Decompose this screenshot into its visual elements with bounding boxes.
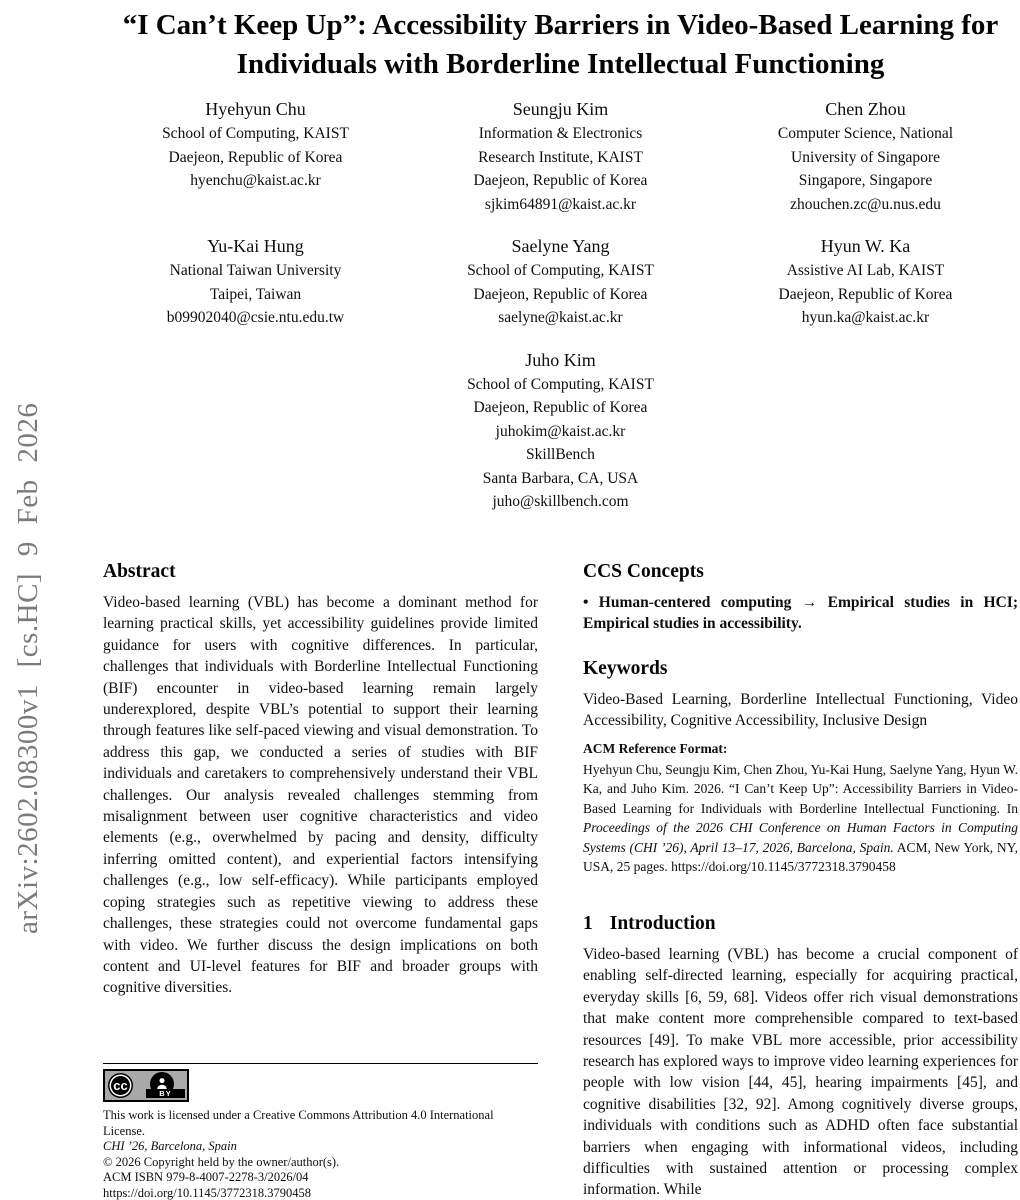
author-affiliation-line: Daejeon, Republic of Korea xyxy=(473,399,648,416)
author-email: juho@skillbench.com xyxy=(492,493,629,510)
introduction-section xyxy=(583,910,1018,1200)
author-affiliation-line: Research Institute, KAIST xyxy=(478,148,643,166)
author-affiliation-line: Santa Barbara, CA, USA xyxy=(482,469,639,487)
paper-title: “I Can’t Keep Up”: Accessibility Barriers in Video-Based Learning for Individuals with Borderline Intellectual Functioning xyxy=(122,9,999,80)
abstract-text: Video-based learning (VBL) has become a dominant method for learning practical skills, yet accessibility guidelines provide limited guidance for users with cognitive differences. In particular, challenges that individuals with Borderline Intellectual Functioning (BIF) encounter in video-based learning remain largely underexplored, despite VBL’s potential to support their learning through features like self-paced viewing and visual demonstration. To address this gap, we conducted a series of studies with BIF individuals and caretakers to comprehensively understand their VBL challenges. Our analysis revealed challenges stemming from misalignment between user cognitive characteristics and video elements (e.g., overwhelmed by pacing and density, difficulty inferring omitted content), and experiential factors intensifying challenges (e.g., low self-efficacy). While participants employed coping strategies such as repetitive viewing to address these challenges, these strategies could not overcome fundamental gaps with video. We further discuss the design implications on both content and UI-level features for BIF and broader groups with cognitive diversities. xyxy=(103,594,538,997)
author-affiliation-line: Daejeon, Republic of Korea xyxy=(473,172,648,189)
author-email: hyenchu@kaist.ac.kr xyxy=(190,172,321,189)
author-affiliation-line: Taipei, Taiwan xyxy=(209,285,302,303)
copyright-line: © 2026 Copyright held by the owner/author(s). xyxy=(103,1154,340,1169)
doi-link[interactable]: https://doi.org/10.1145/3772318.3790458 xyxy=(103,1185,311,1200)
keywords-heading: Keywords xyxy=(583,658,668,679)
license-text xyxy=(103,1108,538,1200)
author-email: zhouchen.zc@u.nus.edu xyxy=(790,195,941,213)
ccs-text: • Human-centered computing → Empirical studies in HCI; Empirical studies in accessibility. xyxy=(583,594,1018,633)
arxiv-watermark: arXiv:2602.08300v1 [cs.HC] 9 Feb 2026 xyxy=(12,402,44,934)
author-affiliation-line: School of Computing, KAIST xyxy=(467,375,654,393)
author-card xyxy=(713,233,1018,330)
author-email: juhokim@kaist.ac.kr xyxy=(495,422,626,440)
acm-reference-section xyxy=(583,741,1018,876)
acm-reference-heading: ACM Reference Format: xyxy=(583,741,728,756)
venue-line: CHI ’26, Barcelona, Spain xyxy=(103,1139,237,1154)
author-affiliation-line: Singapore, Singapore xyxy=(798,172,933,189)
paper-body xyxy=(103,558,1018,1200)
author-card xyxy=(408,347,713,514)
author-affiliation-line: University of Singapore xyxy=(791,148,940,166)
license-section xyxy=(103,1063,538,1200)
introduction-text: Video-based learning (VBL) has become a crucial component of enabling self-directed learning, especially for acquiring practical, everyday skills [6, 59, 68]. Videos offer rich visual demonstrations that make content more comprehensible compared to text-based resources [49]. To make VBL more accessible, prior accessibility research has explored ways to improve video learning experiences for people with low vision [44, 45], hearing impairments [45], and cognitive disabilities [32, 92]. Among cognitively diverse groups, individuals with conditions such as ADHD often face substantial barriers when engaging with informational videos, including difficulties with sustained attention or processing complex information. While xyxy=(583,946,1018,1199)
license-statement: This work is licensed under a Creative Commons Attribution 4.0 International License. xyxy=(103,1108,494,1138)
authors-section xyxy=(103,96,1018,514)
introduction-heading xyxy=(583,910,1018,935)
author-name: Chen Zhou xyxy=(825,99,906,119)
abstract-section xyxy=(103,558,538,999)
cc-logo-icon: cc xyxy=(108,1073,133,1098)
left-column xyxy=(103,558,538,1200)
keywords-text: Video-Based Learning, Borderline Intellectual Functioning, Video Accessibility, Cognitive Accessibility, Inclusive Design xyxy=(583,691,1018,730)
author-affiliation-line: Daejeon, Republic of Korea xyxy=(778,285,953,303)
author-name: Saelyne Yang xyxy=(511,236,610,256)
keywords-section xyxy=(583,655,1018,732)
author-affiliation-line: SkillBench xyxy=(526,446,595,463)
author-email: hyun.ka@kaist.ac.kr xyxy=(801,309,930,326)
paper-header xyxy=(103,0,1018,514)
author-card xyxy=(408,96,713,216)
author-affiliation-line: School of Computing, KAIST xyxy=(162,125,349,142)
author-card xyxy=(103,233,408,330)
author-affiliation-line: Daejeon, Republic of Korea xyxy=(168,148,343,166)
license-divider xyxy=(103,1063,538,1064)
author-name: Yu-Kai Hung xyxy=(207,236,304,256)
cc-by-badge[interactable] xyxy=(103,1069,189,1102)
author-affiliation-line: Computer Science, National xyxy=(777,125,954,142)
author-affiliation-line: Daejeon, Republic of Korea xyxy=(473,285,648,303)
author-name: Juho Kim xyxy=(525,349,596,370)
author-card xyxy=(103,96,408,216)
author-card xyxy=(408,233,713,330)
reference-publisher: ACM, New York, NY, USA, 25 pages. xyxy=(583,839,1018,875)
reference-authors-title: Hyehyun Chu, Seungju Kim, Chen Zhou, Yu-Kai Hung, Saelyne Yang, Hyun W. Ka, and Juho Kim. 2026. “I Can’t Keep Up”: Accessibility Barriers in Video-Based Learning for Individuals with Borderline Intellectual Functioning. In xyxy=(583,762,1018,816)
reference-doi-link[interactable]: https://doi.org/10.1145/3772318.3790458 xyxy=(671,859,896,875)
cc-by-label: BY xyxy=(146,1089,185,1098)
ccs-heading: CCS Concepts xyxy=(583,561,704,582)
reference-proceedings: Proceedings of the 2026 CHI Conference on Human Factors in Computing Systems (CHI ’26), April 13–17, 2026, Barcelona, Spain. xyxy=(583,820,1018,855)
author-email: sjkim64891@kaist.ac.kr xyxy=(484,195,637,213)
author-email: saelyne@kaist.ac.kr xyxy=(498,309,623,326)
right-column xyxy=(583,558,1018,1200)
author-affiliation-line: School of Computing, KAIST xyxy=(467,262,654,279)
author-affiliation-line: Assistive AI Lab, KAIST xyxy=(786,262,945,279)
author-affiliation-line: Information & Electronics xyxy=(478,125,643,142)
isbn-line: ACM ISBN 979-8-4007-2278-3/2026/04 xyxy=(103,1170,309,1185)
author-name: Hyehyun Chu xyxy=(205,99,306,119)
acm-reference-text xyxy=(583,760,1018,876)
author-card xyxy=(713,96,1018,216)
author-name: Hyun W. Ka xyxy=(820,236,911,256)
author-name: Seungju Kim xyxy=(512,99,609,119)
ccs-section xyxy=(583,558,1018,635)
author-affiliation-line: National Taiwan University xyxy=(169,262,342,279)
section-title: Introduction xyxy=(609,913,716,934)
section-number: 1 xyxy=(583,913,593,934)
abstract-heading: Abstract xyxy=(103,561,176,582)
author-email: b09902040@csie.ntu.edu.tw xyxy=(166,309,345,326)
